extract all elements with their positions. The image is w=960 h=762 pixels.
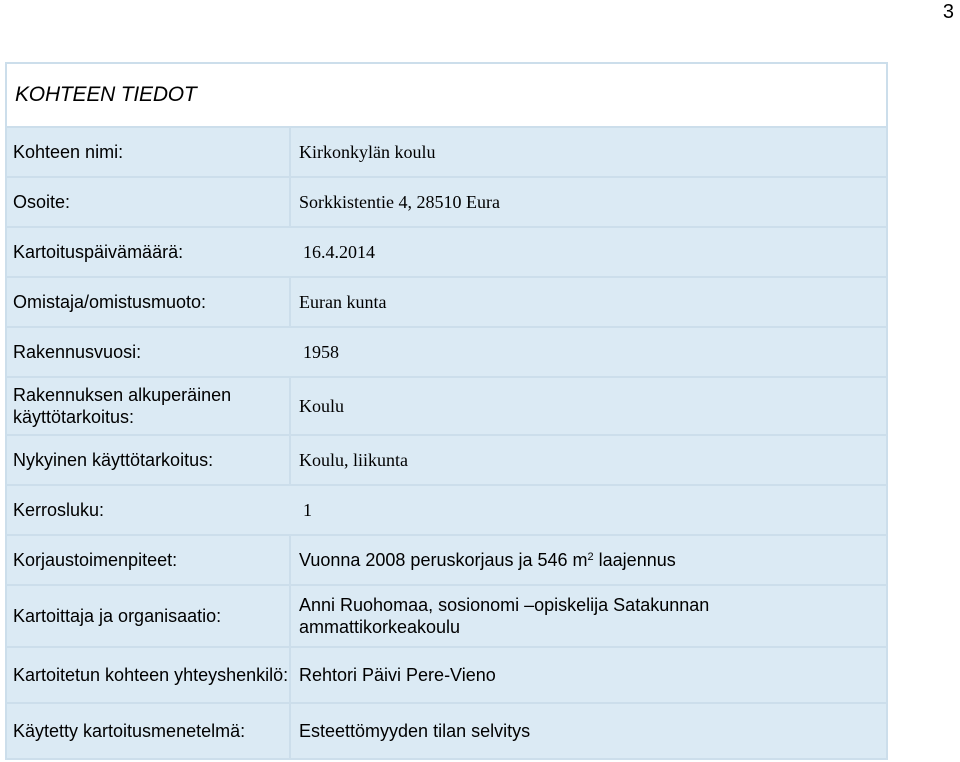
section-title: KOHTEEN TIEDOT [5,62,888,128]
row-value: 16.4.2014 [303,242,375,262]
table-row-date [5,228,888,278]
page-number: 3 [942,1,954,23]
table-row-floors [5,486,888,536]
row-value: Koulu, liikunta [299,450,408,470]
property-info-table [5,62,888,760]
table-row-build-year [5,328,888,378]
table-row-address [5,178,888,228]
row-value: Kirkonkylän koulu [299,142,436,162]
table-row-owner [5,278,888,328]
row-value: 1 [303,500,312,520]
row-label: Rakennusvuosi: [13,342,142,362]
table-row-renovations [5,536,888,586]
row-label: Rakennuksen alkuperäinen käyttötarkoitus: [7,378,291,434]
renovation-text-end: laajennus [593,550,676,570]
row-value: Rehtori Päivi Pere-Vieno [299,665,496,685]
row-label: Kerrosluku: [13,500,105,520]
row-label: Osoite: [7,178,291,226]
row-value: Sorkkistentie 4, 28510 Eura [299,192,500,212]
row-label: Kohteen nimi: [7,128,291,176]
row-value: Anni Ruohomaa, sosionomi –opiskelija Satakunnan ammattikorkeakoulu [299,595,710,637]
row-label: Nykyinen käyttötarkoitus: [7,436,291,484]
row-value: Koulu [299,396,344,416]
row-value: Vuonna 2008 peruskorjaus ja 546 m $^2$ laajennus [299,550,676,570]
table-row-current-use [5,436,888,486]
renovation-text: Vuonna 2008 peruskorjaus ja 546 m [299,550,588,570]
row-label: Kartoituspäivämäärä: [13,242,184,262]
row-label: Kartoitetun kohteen yhteyshenkilö: [7,648,291,702]
table-row-surveyor [5,586,888,648]
row-value: 1958 [303,342,339,362]
row-value: Esteettömyyden tilan selvitys [299,721,531,741]
table-row-method [5,704,888,760]
row-label: Omistaja/omistusmuoto: [7,278,291,326]
row-label: Kartoittaja ja organisaatio: [7,586,291,646]
table-row-name [5,128,888,178]
row-label: Käytetty kartoitusmenetelmä: [7,704,291,758]
table-row-original-use [5,378,888,436]
table-row-contact [5,648,888,704]
row-value: Euran kunta [299,292,387,312]
row-label: Korjaustoimenpiteet: [7,536,291,584]
